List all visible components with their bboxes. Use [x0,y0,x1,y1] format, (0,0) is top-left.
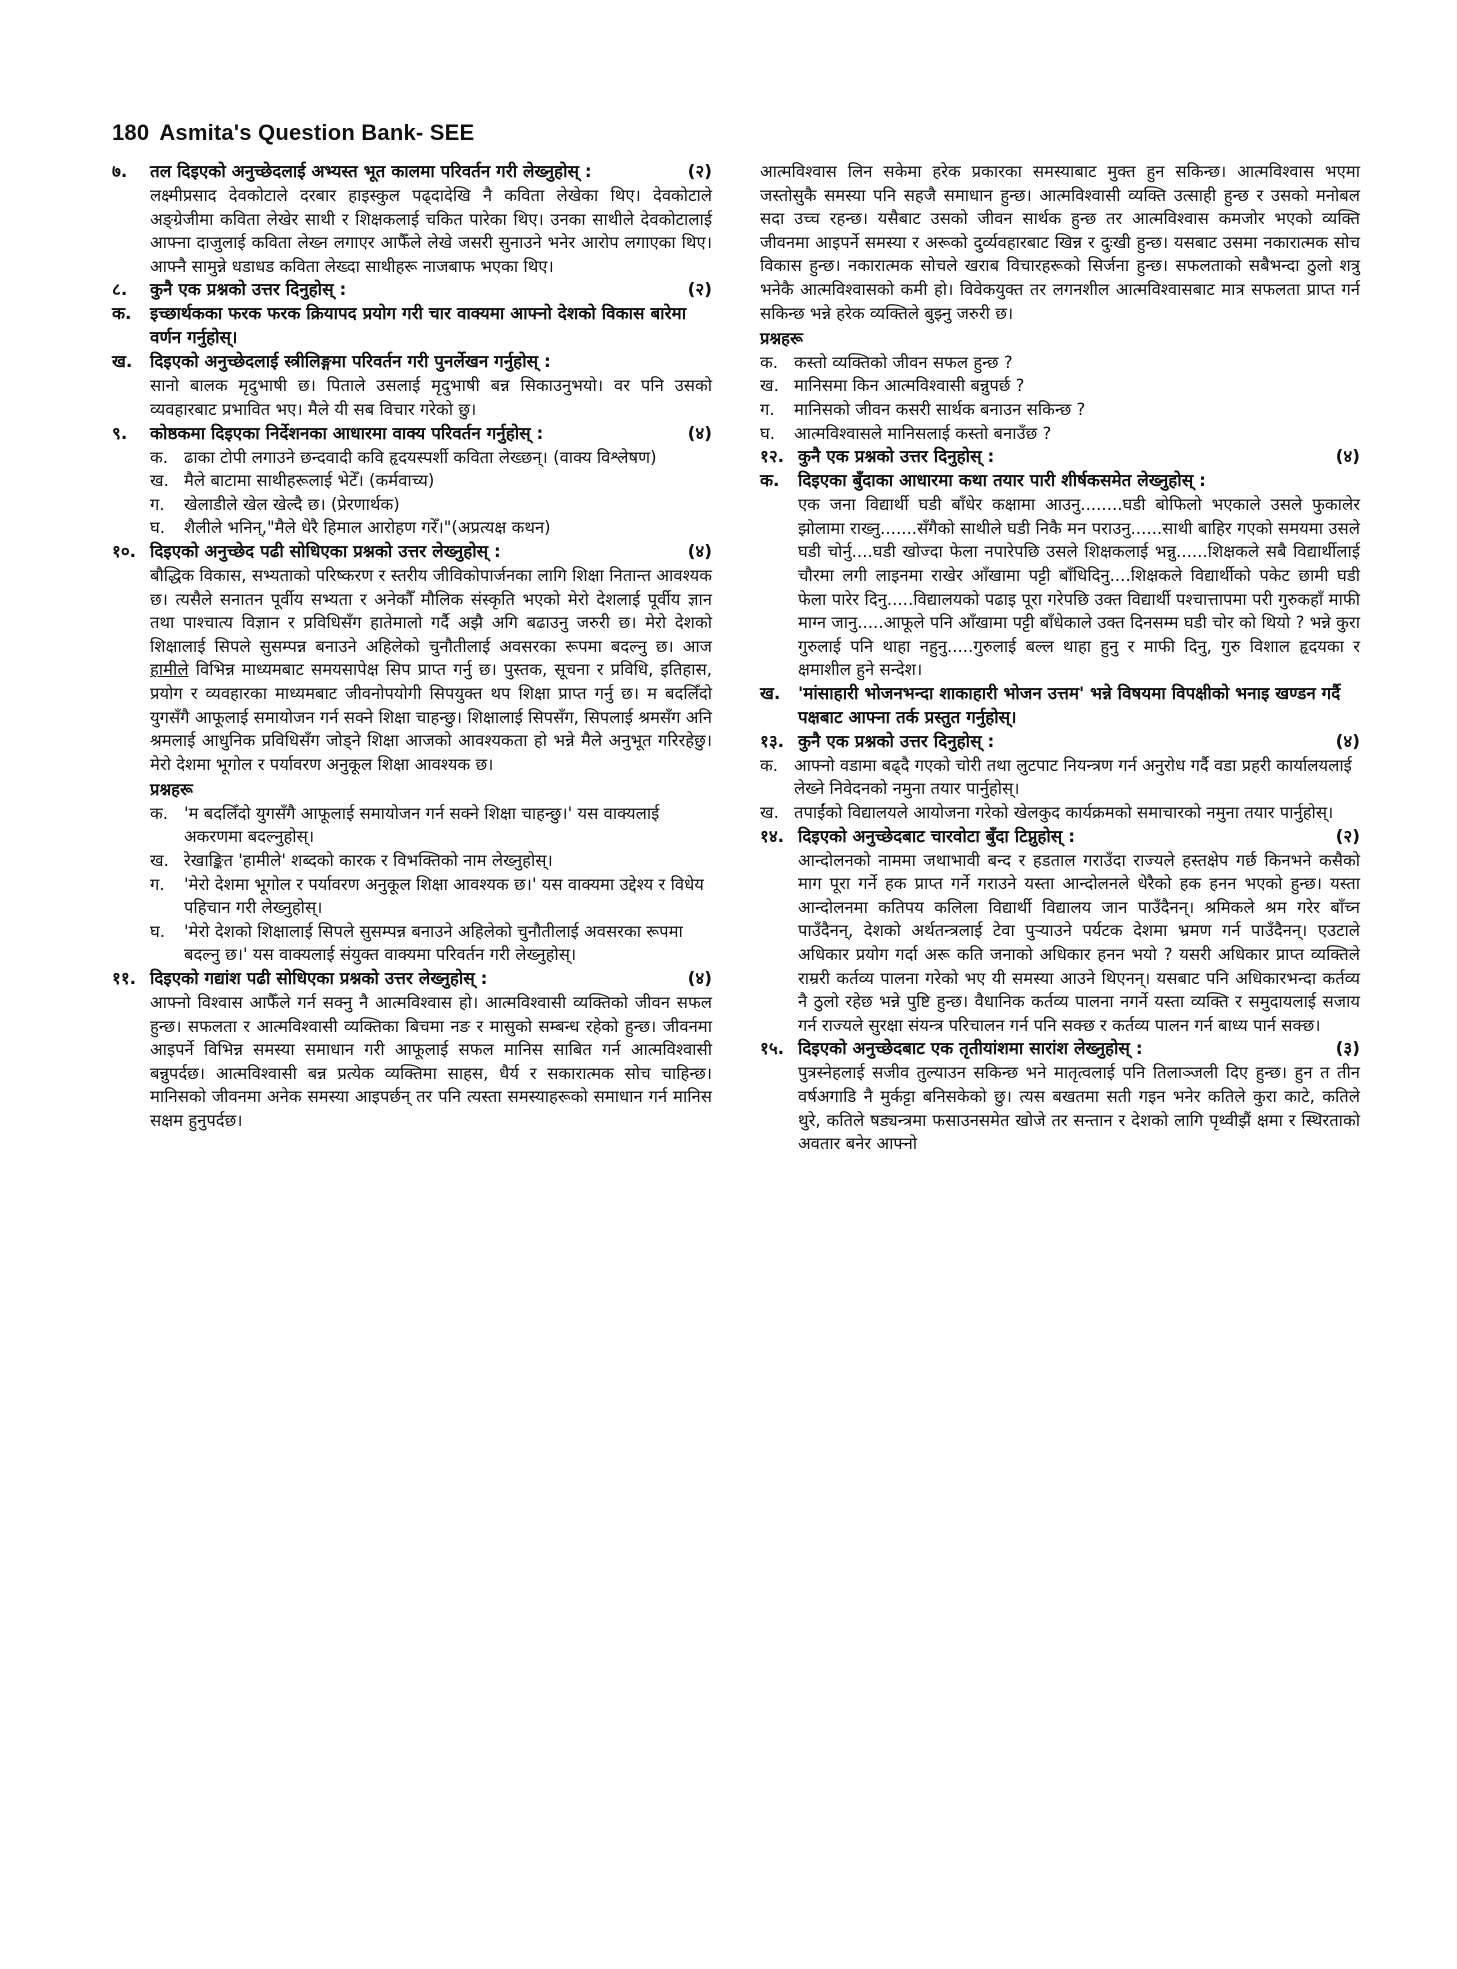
question-8-heading: ८. कुनै एक प्रश्नको उत्तर दिनुहोस् : (२) [112,280,712,301]
question-10-items [150,802,712,967]
list-item: क. 'म बदलिँदो युगसँगै आफूलाई समायोजन गर्न सक्ने शिक्षा चाहन्छु।' यस वाक्यलाई अकरणमा बदल्नुहोस्। [150,803,660,847]
list-item: क. आफ्नो वडामा बढ्दै गएको चोरी तथा लुटपाट नियन्त्रण गर्न अनुरोध गर्दै वडा प्रहरी कार्यालयलाई लेख्ने निवेदनको नमुना तयार पार्नुहोस्। [760,755,1352,799]
question-11-items [760,351,1360,445]
question-8a: क. इच्छार्थकका फरक फरक क्रियापद प्रयोग गरी चार वाक्यमा आफ्नो देशको विकास बारेमा वर्णन गर्नुहोस्। [112,304,687,349]
question-8b-paragraph: सानो बालक मृदुभाषी छ। पिताले उसलाई मृदुभाषी बन्न सिकाउनुभयो। वर पनि उसको व्यवहारबाट प्रभावित भए। मैले यी सब विचार गरेको छु। [150,376,712,419]
underlined-word: हामीले [150,660,189,680]
question-7-paragraph: लक्ष्मीप्रसाद देवकोटाले दरबार हाइस्कुल पढ्दादेखि नै कविता लेखेका थिए। देवकोटाले अङ्ग्रेजीमा कविता लेखेर साथी र शिक्षकलाई चकित पारेका थिए। उनका साथीले देवकोटालाई आफ्ना दाजुलाई कविता लेख्न लगाएर आफैँले लेखे जसरी सुनाउने भनेर आरोप लगाएका थिए। आफ्नै सामुन्ने धडाधड कविता लेख्दा साथीहरू नाजबाफ भएका थिए। [150,186,712,276]
list-item: ख. मानिसमा किन आत्मविश्वासी बन्नुपर्छ ? [760,376,1025,396]
question-10-heading: १०. दिइएको अनुच्छेद पढी सोधिएका प्रश्नको उत्तर लेख्नुहोस् : (४) [112,541,712,562]
question-12-heading: १२. कुनै एक प्रश्नको उत्तर दिनुहोस् : (४) [760,447,1360,468]
list-item: क. ढाका टोपी लगाउने छन्दवादी कवि हृदयस्पर्शी कविता लेख्छन्। (वाक्य विश्लेषण) [150,447,657,467]
question-12a-paragraph: एक जना विद्यार्थी घडी बाँधेर कक्षामा आउनु........घडी बोफिलो भएकाले उसले फुकालेर झोलामा राख्नु.......सँगैको साथीले घडी निकै मन पराउनु......साथी बाहिर गएको समयमा उसले घडी चोर्नु....घडी खोज्दा फेला नपारेपछि उसले शिक्षकलाई भन्नु......शिक्षकले सबै विद्यार्थीलाई चौरमा लगी लाइनमा राखेर आँखामा पट्टी बाँधिदिनु....शिक्षकले विद्यार्थीको पकेट छामी घडी फेला पारेर दिनु.....विद्यालयको पढाइ पूरा गरेपछि उक्त विद्यार्थी पश्चात्तापमा परी गुरुकहाँ माफी माग्न जानु.....आफूले पनि आँखामा पट्टी बाँधेकाले उक्त दिनसम्म घडी चोर को थियो ? भन्ने कुरा गुरुलाई पनि थाहा नहुनु.....गुरुलाई बल्ल थाहा हुनु र माफी दिनु, गुरु विशाल हृदयका र क्षमाशील हुने सन्देश। [798,495,1360,680]
book-title: Asmita's Question Bank- SEE [159,120,475,145]
page-number: 180 [112,120,150,145]
question-11-paragraph-continued: आत्मविश्वास लिन सकेमा हरेक प्रकारका समस्याबाट मुक्त हुन सकिन्छ। आत्मविश्वास भएमा जस्तोसुकै समस्या पनि सहजै समाधान हुन्छ। आत्मविश्वासी व्यक्ति उत्साही हुन्छ र उसको मनोबल सदा उच्च रहन्छ। यसैबाट उसको जीवन सार्थक हुन्छ तर आत्मविश्वास कमजोर भएको व्यक्ति जीवनमा आइपर्ने समस्या र अरूको दुर्व्यवहारबाट खिन्न र दुःखी हुन्छ। यसबाट उसमा नकारात्मक सोच विकास हुन्छ। नकारात्मक सोचले खराब विचारहरूको सिर्जना हुन्छ। सफलताको सबैभन्दा ठुलो शत्रु भनेकै आत्मविश्वासको कमी हो। विवेकयुक्त तर लगनशील आत्मविश्वासबाट मात्र सफलता प्राप्त गर्न सकिन्छ भन्ने हरेक व्यक्तिले बुझ्नु जरुरी छ। [760,162,1360,323]
question-9-heading: ९. कोष्ठकमा दिइएका निर्देशनका आधारमा वाक्य परिवर्तन गर्नुहोस् : (४) [112,423,712,444]
question-10-paragraph: बौद्धिक विकास, सभ्यताको परिष्करण र स्तरीय जीविकोपार्जनका लागि शिक्षा नितान्त आवश्यक छ। त्यसैले सनातन पूर्वीय सभ्यता र अनेकौँ मौलिक संस्कृति भएको मेरो देशलाई पूर्वीय ज्ञान तथा पाश्चात्य विज्ञान र प्रविधिसँग हातेमालो गर्दै अझै अगि बढाउनु जरुरी छ। मेरो देशको शिक्षालाई सिपले सुसम्पन्न बनाउने अहिलेको चुनौतीलाई अवसरका रूपमा बदल्नु छ। आज हामीले विभिन्न माध्यमबाट समयसापेक्ष सिप प्राप्त गर्नु छ। पुस्तक, सूचना र प्रविधि, इतिहास, प्रयोग र व्यवहारका माध्यमबाट जीवनोपयोगी सिपयुक्त थप शिक्षा प्राप्त गर्नु छ। म बदलिँदो युगसँगै आफूलाई समायोजन गर्न सक्ने शिक्षा चाहन्छु। शिक्षालाई सिपसँग, सिपलाई श्रमसँग अनि श्रमलाई आधुनिक प्रविधिसँग जोड्ने शिक्षा आजको आवश्यकता हो भन्ने मैले अनुभूत गरिरहेछु। मेरो देशमा भूगोल र पर्यावरण अनुकूल शिक्षा आवश्यक छ। [150,565,713,774]
question-12b: ख. 'मांसाहारी भोजनभन्दा शाकाहारी भोजन उत्तम' भन्ने विषयमा विपक्षीको भनाइ खण्डन गर्दै पक्षबाट आफ्ना तर्क प्रस्तुत गर्नुहोस्। [760,683,1341,728]
question-11-paragraph: आफ्नो विश्वास आफैँले गर्न सक्नु नै आत्मविश्वास हो। आत्मविश्वासी व्यक्तिको जीवन सफल हुन्छ। सफलता र आत्मविश्वासी व्यक्तिका बिचमा नङ र मासुको सम्बन्ध रहेको हुन्छ। जीवनमा आइपर्ने विभिन्न समस्या समाधान गरी आफूलाई सफल मानिस साबित गर्न आत्मविश्वासी बन्नुपर्दछ। आत्मविश्वासी बन्न प्रत्येक व्यक्तिमा साहस, धैर्य र सकारात्मक सोच चाहिन्छ। मानिसको जीवनमा अनेक समस्या आइपर्छन् तर पनि त्यस्ता समस्याहरूको समाधान गर्न मानिस सक्षम हुनुपर्दछ। [150,993,712,1130]
question-8b: ख. दिइएको अनुच्छेदलाई स्त्रीलिङ्गमा परिवर्तन गरी पुनर्लेखन गर्नुहोस् : [112,352,551,373]
list-item: ग. खेलाडीले खेल खेल्दै छ। (प्रेरणार्थक) [150,494,400,514]
list-item: ख. रेखाङ्कित 'हामीले' शब्दको कारक र विभक्तिको नाम लेख्नुहोस्। [150,851,553,871]
questions-heading: प्रश्नहरू [760,329,803,349]
question-15-paragraph: पुत्रस्नेहलाई सजीव तुल्याउन सकिन्छ भने मातृत्वलाई पनि तिलाञ्जली दिए हुन्छ। हुन त तीन वर्षअगाडि नै मुर्कट्टा बनिसकेको छु। त्यस बखतमा सती गइन भनेर कतिले कुरा काटे, कतिले थुरे, कतिले षड्यन्त्रमा फसाउनसमेत खोजे तर सन्तान र देशको लागि पृथ्वीझैं क्षमा र स्थिरताको अवतार बनेर आफ्नो [798,1063,1360,1154]
question-14-heading: १४. दिइएको अनुच्छेदबाट चारवोटा बुँदा टिप्नुहोस् : (२) [760,826,1360,847]
questions-heading: प्रश्नहरू [150,780,193,800]
page-header [112,120,474,146]
list-item: ख. मैले बाटामा साथीहरूलाई भेटेँ। (कर्मवाच्य) [150,471,435,491]
question-13-items [760,754,1360,825]
right-column [760,160,1360,1156]
question-9-items [150,446,712,540]
question-12a: क. दिइएका बुँदाका आधारमा कथा तयार पारी शीर्षकसमेत लेख्नुहोस् : [760,471,1206,492]
question-7-heading: ७. तल दिइएको अनुच्छेदलाई अभ्यस्त भूत कालमा परिवर्तन गरी लेख्नुहोस् : (२) [112,162,712,182]
list-item: ग. 'मेरो देशमा भूगोल र पर्यावरण अनुकूल शिक्षा आवश्यक छ।' यस वाक्यमा उद्देश्य र विधेय पहिचान गरी लेख्नुहोस्। [150,874,704,918]
question-13-heading: १३. कुनै एक प्रश्नको उत्तर दिनुहोस् : (४) [760,731,1360,752]
list-item: ख. तपाईंको विद्यालयले आयोजना गरेको खेलकुद कार्यक्रमको समाचारको नमुना तयार पार्नुहोस्। [760,803,1334,823]
question-14-paragraph: आन्दोलनको नाममा जथाभावी बन्द र हडताल गराउँदा राज्यले हस्तक्षेप गर्छ किनभने कसैको माग पूरा गर्ने हक प्राप्त गर्ने गराउने यस्ता आन्दोलनले धेरैको हक हनन भएको हुन्छ। यस्ता आन्दोलनमा कतिपय कलिला विद्यार्थी विद्यालय जान पाउँदैनन्। श्रमिकले श्रम गरेर बाँच्न पाउँदैनन्, देशको अर्थतन्त्रलाई टेवा पुऱ्याउने पर्यटक देशमा भ्रमण गर्न पाउँदैनन्। एउटाले अधिकार प्रयोग गर्दा अरू कति जनाको अधिकार हनन भयो ? यसरी अधिकार प्राप्त व्यक्तिले राम्ररी कर्तव्य पालना गरेको भए यी समस्या आउने थिएनन्। यसबाट पनि अधिकारभन्दा कर्तव्य नै ठुलो रहेछ भन्ने पुष्टि हुन्छ। वैधानिक कर्तव्य पालना नगर्ने यस्ता व्यक्ति र समुदायलाई सजाय गर्न राज्यले सुरक्षा संयन्त्र परिचालन गर्न पनि सक्छ र कर्तव्य पालन गर्न बाध्य पार्न सक्छ। [798,850,1360,1035]
list-item: घ. आत्मविश्वासले मानिसलाई कस्तो बनाउँछ ? [760,423,1052,443]
list-item: घ. शैलीले भनिन्,"मैले धेरै हिमाल आरोहण गरेँ।"(अप्रत्यक्ष कथन) [150,518,551,538]
list-item: ग. मानिसको जीवन कसरी सार्थक बनाउन सकिन्छ ? [760,399,1086,419]
question-15-heading: १५. दिइएको अनुच्छेदबाट एक तृतीयांशमा सारांश लेख्नुहोस् : (३) [760,1039,1360,1060]
left-column [112,160,712,1133]
list-item: घ. 'मेरो देशको शिक्षालाई सिपले सुसम्पन्न बनाउने अहिलेको चुनौतीलाई अवसरका रूपमा बदल्नु छ।' यस वाक्यलाई संयुक्त वाक्यमा परिवर्तन गरी लेख्नुहोस्। [150,921,683,965]
list-item: क. कस्तो व्यक्तिको जीवन सफल हुन्छ ? [760,352,1013,372]
question-11-heading: ११. दिइएको गद्यांश पढी सोधिएका प्रश्नको उत्तर लेख्नुहोस् : (४) [112,969,712,990]
